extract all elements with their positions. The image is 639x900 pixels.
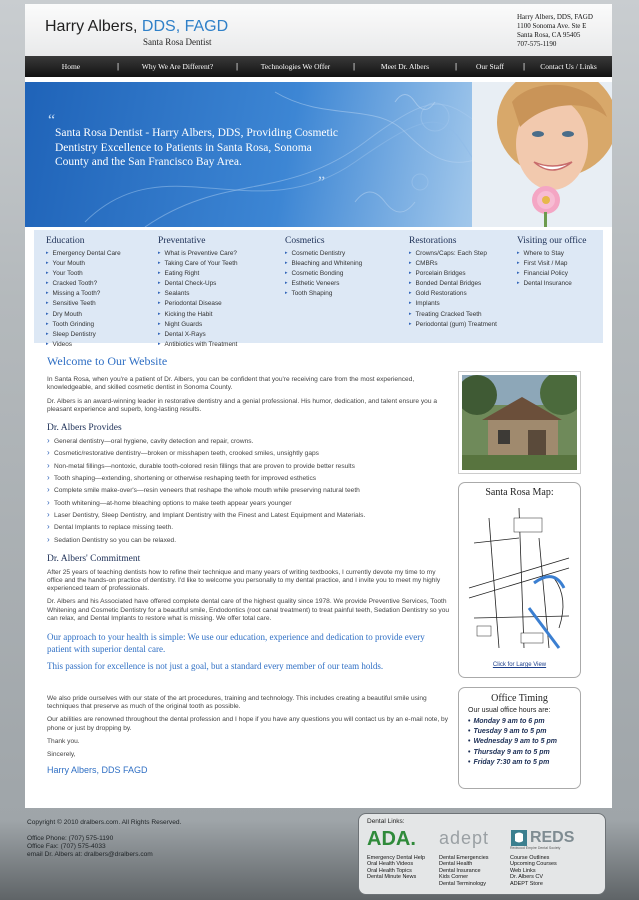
reds-tooth-icon — [510, 829, 528, 847]
link-item[interactable]: ▸ Dental Insurance — [517, 279, 586, 289]
spacer — [27, 827, 181, 835]
address-line: 1100 Sonoma Ave. Ste E — [517, 22, 587, 30]
office-fax: Office Fax: (707) 575-4033 — [27, 843, 106, 850]
link-item[interactable]: ▸ Tooth Shaping — [285, 289, 362, 299]
nav-separator: | — [352, 62, 356, 71]
map-panel — [458, 482, 581, 678]
nav-separator: | — [235, 62, 239, 71]
link-item[interactable]: ▸ Porcelain Bridges — [409, 269, 497, 279]
dental-link[interactable]: Oral Health Videos — [367, 861, 414, 868]
service-item: › Sedation Dentistry so you can be relaxed. — [47, 537, 451, 545]
service-item: › General dentistry—oral hygiene, cavity detection and repair, crowns. — [47, 438, 451, 446]
map-title: Santa Rosa Map: — [485, 487, 554, 498]
intro-paragraph: Dr. Albers is an award-winning leader in restorative dentistry and a genial professional. His humor, dedication, and talent ensure you a pleasant experience and superb, long-lasting results. — [47, 397, 437, 413]
address-line: 707-575-1190 — [517, 40, 557, 48]
column-title: Preventative — [158, 236, 206, 246]
link-item[interactable]: ▸ Sleep Dentistry — [46, 330, 121, 340]
link-item[interactable]: ▸ Crowns/Caps: Each Step — [409, 249, 497, 259]
link-item[interactable]: ▸ Tooth Grinding — [46, 320, 121, 330]
service-item: › Complete smile make-over's—resin veneers that reshape the whole mouth while preserving natural teeth — [47, 487, 451, 495]
quote-close-icon: ” — [318, 174, 326, 191]
nav-technologies[interactable]: Technologies We Offer — [260, 62, 331, 71]
link-item[interactable]: ▸ Bleaching and Whitening — [285, 259, 362, 269]
link-item[interactable]: ▸ Missing a Tooth? — [46, 289, 121, 299]
passion-statement: This passion for excellence is not just a goal, but a standard every member of our team holds. — [47, 661, 384, 672]
site-subtitle: Santa Rosa Dentist — [143, 37, 212, 47]
hours-row: • Monday 9 am to 6 pm — [468, 717, 571, 727]
dental-link[interactable]: Oral Health Topics — [367, 867, 412, 874]
dental-link[interactable]: Emergency Dental Help — [367, 855, 426, 861]
hours-row: • Friday 7:30 am to 5 pm — [468, 758, 571, 768]
dental-link[interactable]: Dental Minute News — [367, 874, 417, 881]
link-item[interactable]: ▸ Kicking the Habit — [158, 310, 238, 320]
welcome-title: Welcome to Our Website — [47, 354, 168, 368]
link-item[interactable]: ▸ Cracked Tooth? — [46, 279, 121, 289]
nav-our-staff[interactable]: Our Staff — [476, 62, 504, 71]
pride-paragraph: We also pride ourselves with our state of the art procedures, training and technology. This includes creating a beautiful smile using techniques that preserve as much of the original tooth as possible. — [47, 694, 427, 711]
abilities-paragraph: Our abilities are renowned throughout the dental profession and I hope if you have any questions you will contact us by an e-mail note, by phone or just by dropping by. — [47, 716, 448, 732]
dental-link[interactable]: Web Links — [510, 867, 536, 874]
reds-logo[interactable] — [510, 829, 574, 850]
page-container — [25, 4, 612, 808]
link-item[interactable]: ▸ Taking Care of Your Teeth — [158, 259, 238, 269]
office-building-image — [462, 375, 577, 470]
hero-tagline: Santa Rosa Dentist - Harry Albers, DDS, Providing Cosmetic Dentistry Excellence to Patients in Santa Rosa, Sonoma County and the San Francisco Bay Area. — [55, 127, 339, 168]
email-link[interactable]: email Dr. Albers at: dralbers@dralbers.com — [27, 851, 153, 858]
dental-link[interactable]: Dr. Albers CV — [510, 874, 544, 881]
link-item[interactable]: ▸ Dental Check-Ups — [158, 279, 238, 289]
link-item[interactable]: ▸ Emergency Dental Care — [46, 249, 121, 259]
street-map[interactable] — [459, 498, 580, 658]
column-title: Cosmetics — [285, 236, 325, 246]
link-item[interactable]: ▸ Periodontal Disease — [158, 299, 238, 309]
header-address — [517, 13, 593, 49]
hours-row: • Thursday 9 am to 5 pm — [468, 748, 571, 758]
link-item[interactable]: ▸ Treating Cracked Teeth — [409, 310, 497, 320]
link-item[interactable]: ▸ Videos — [46, 340, 121, 350]
site-header — [25, 4, 612, 56]
title-name: Harry Albers, — [45, 18, 138, 35]
service-item: › Tooth whitening—at-home bleaching options to make teeth appear years younger — [47, 500, 451, 508]
service-item: › Laser Dentistry, Sleep Dentistry, and Implant Dentistry with the Finest and Latest Equipment and Materials. — [47, 512, 451, 520]
smiling-woman-photo — [472, 82, 612, 227]
link-item[interactable]: ▸ First Visit / Map — [517, 259, 586, 269]
link-item[interactable]: ▸ Gold Restorations — [409, 289, 497, 299]
title-credentials: DDS, FAGD — [141, 18, 229, 35]
intro-paragraph: In Santa Rosa, when you're a patient of Dr. Albers, you can be confident that you're receiving care from the most experienced, knowledgeable, and skilled cosmetic dentist in Sonoma County. — [47, 376, 415, 392]
dental-link[interactable]: Course Outlines — [510, 855, 550, 861]
link-item[interactable]: ▸ Implants — [409, 299, 497, 309]
link-column-preventative — [158, 236, 238, 350]
link-item[interactable]: ▸ Financial Policy — [517, 269, 586, 279]
site-title — [45, 18, 228, 36]
main-content — [47, 354, 451, 775]
dental-link[interactable]: Dental Emergencies — [439, 855, 489, 861]
link-column-education — [46, 236, 121, 350]
column-title: Education — [46, 236, 85, 246]
map-large-view-link[interactable]: Click for Large View — [492, 662, 547, 668]
commitment-paragraph: Dr. Albers and his Associated have offered complete dental care of the highest quality since 1978. We provide Preventive Services, Tooth Whitening and Cosmetic Dentistry for a beautiful smile, Endodontics (root canal treatment) to treat painful teeth, Sedation Dentistry so you can relax, and Dental Implants to restore what is missing. We offer total care. — [47, 598, 450, 623]
sincerely-text: Sincerely, — [47, 751, 76, 759]
reds-logo-text: REDS — [529, 829, 575, 846]
adept-logo-text: adept — [439, 828, 490, 848]
adept-links — [439, 855, 489, 887]
brand[interactable] — [45, 18, 228, 47]
hero-banner — [25, 82, 612, 227]
link-column-restorations — [409, 236, 497, 330]
thanks-text: Thank you. — [47, 738, 80, 746]
commitment-paragraph: After 25 years of teaching dentists how to refine their technique and many years of writing textbooks, I currently devote my time to my office and the hands-on practice of dentistry. I'd like to welcome you personally to my dental practice, and I invite you to meet my highly experienced team of professionals. — [47, 568, 441, 593]
dental-link[interactable]: Dental Terminology — [439, 880, 486, 887]
quick-links-panel — [34, 230, 603, 348]
site-footer — [27, 819, 181, 859]
link-item[interactable]: ▸ Periodontal (gum) Treatment — [409, 320, 497, 330]
provides-title: Dr. Albers Provides — [47, 423, 122, 434]
main-nav — [25, 56, 612, 77]
link-item[interactable]: ▸ Your Tooth — [46, 269, 121, 279]
spacer — [47, 679, 451, 695]
signature: Harry Albers, DDS FAGD — [47, 764, 148, 775]
link-item[interactable]: ▸ Where to Stay — [517, 249, 586, 259]
copyright-text: Copyright © 2010 dralbers.com. All Rights Reserved. — [27, 819, 182, 826]
link-item[interactable]: ▸ Your Mouth — [46, 259, 121, 269]
adept-logo[interactable] — [439, 828, 489, 849]
link-item[interactable]: ▸ Cosmetic Dentistry — [285, 249, 362, 259]
link-item[interactable]: ▸ Cosmetic Bonding — [285, 269, 362, 279]
dental-link[interactable]: Kids Corner — [439, 874, 469, 881]
flower — [532, 186, 560, 214]
hours-row: • Tuesday 9 am to 5 pm — [468, 727, 571, 737]
ada-logo[interactable] — [367, 828, 416, 851]
office-timing-panel — [458, 687, 581, 789]
reds-links — [510, 855, 557, 887]
address-line: Santa Rosa, CA 95405 — [517, 31, 581, 39]
nav-home[interactable]: Home — [61, 62, 81, 71]
link-column-visiting — [517, 236, 586, 289]
service-item: › Non-metal fillings—nontoxic, durable tooth-colored resin fillings that are proven to provide better results — [47, 463, 451, 471]
office-photo — [458, 371, 581, 474]
nav-separator: | — [116, 62, 120, 71]
column-title: Restorations — [409, 236, 457, 246]
timing-title: Office Timing — [491, 693, 548, 704]
link-item[interactable]: ▸ Dental X-Rays — [158, 330, 238, 340]
service-item: › Dental Implants to replace missing teeth. — [47, 524, 451, 532]
link-item[interactable]: ▸ Esthetic Veneers — [285, 279, 362, 289]
quote-open-icon: “ — [48, 112, 56, 129]
nav-why-different[interactable]: Why We Are Different? — [141, 62, 214, 71]
link-item[interactable]: ▸ Sensitive Teeth — [46, 299, 121, 309]
timing-intro: Our usual office hours are: — [468, 707, 551, 714]
column-title: Visiting our office — [517, 236, 587, 246]
nav-separator: | — [522, 62, 526, 71]
commitment-title: Dr. Albers' Commitment — [47, 553, 141, 564]
link-item[interactable]: ▸ Sealants — [158, 289, 238, 299]
link-item[interactable]: ▸ Eating Right — [158, 269, 238, 279]
link-item[interactable]: ▸ CMBRs — [409, 259, 497, 269]
nav-contact[interactable]: Contact Us / Links — [540, 62, 597, 71]
dental-link[interactable]: Upcoming Courses — [510, 861, 557, 868]
hours-row: • Wednesday 9 am to 5 pm — [468, 737, 571, 747]
link-item[interactable]: ▸ Dry Mouth — [46, 310, 121, 320]
link-item[interactable]: ▸ Night Guards — [158, 320, 238, 330]
dental-link[interactable]: Dental Insurance — [439, 867, 481, 874]
office-phone: Office Phone: (707) 575-1190 — [27, 835, 114, 842]
reds-tagline: Redwood Empire Dental Society — [510, 846, 561, 850]
link-item[interactable]: ▸ Antibiotics with Treatment — [158, 340, 238, 350]
dental-links-title: Dental Links: — [367, 818, 405, 825]
service-item: › Cosmetic/restorative dentistry—broken or misshapen teeth, crooked smiles, unsightly gaps — [47, 450, 451, 458]
link-column-cosmetics — [285, 236, 362, 299]
ada-logo-text: ADA. — [367, 828, 416, 850]
nav-separator: | — [454, 62, 458, 71]
ada-links — [367, 855, 425, 881]
dental-link[interactable]: Dental Health — [439, 861, 473, 868]
link-item[interactable]: ▸ Bonded Dental Bridges — [409, 279, 497, 289]
dental-link[interactable]: ADEPT Store — [510, 880, 543, 887]
service-item: › Tooth shaping—extending, shortening or otherwise reshaping teeth for improved esthetics — [47, 475, 451, 483]
link-item[interactable]: ▸ What is Preventive Care? — [158, 249, 238, 259]
dental-links-panel — [358, 813, 606, 895]
nav-meet-dr-albers[interactable]: Meet Dr. Albers — [380, 62, 430, 71]
address-line: Harry Albers, DDS, FAGD — [517, 13, 593, 21]
approach-statement: Our approach to your health is simple: We use our education, experience and dedication to provide every patient with superior dental care. — [47, 632, 425, 654]
